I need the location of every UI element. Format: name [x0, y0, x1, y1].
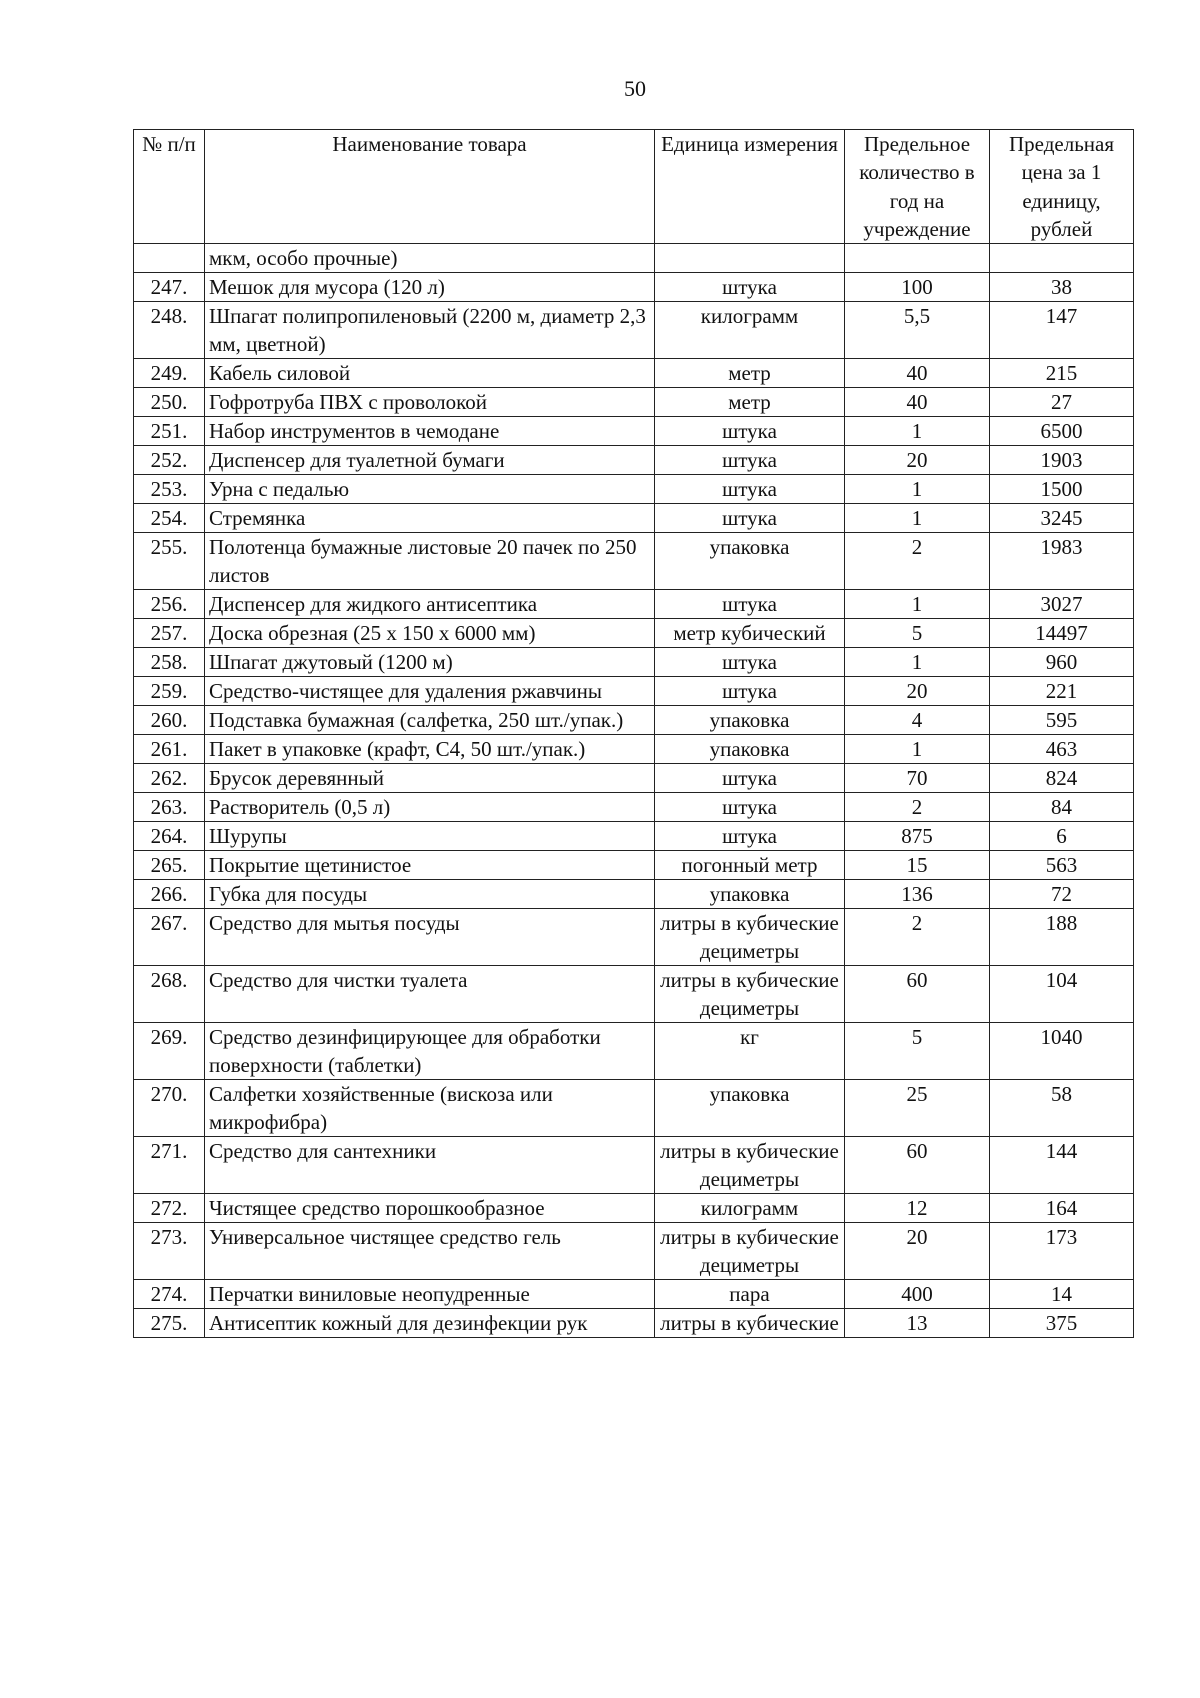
- table-body: [134, 244, 1134, 1338]
- price-cell: 14497: [990, 619, 1134, 648]
- quantity-cell: 1: [845, 504, 990, 533]
- item-name-cell: Подставка бумажная (салфетка, 250 шт./упак.): [205, 706, 655, 735]
- unit-cell: [655, 244, 845, 273]
- price-cell: 960: [990, 648, 1134, 677]
- unit-cell: упаковка: [655, 880, 845, 909]
- item-name-cell: Средство для чистки туалета: [205, 966, 655, 1023]
- quantity-cell: 2: [845, 909, 990, 966]
- row-number-cell: 253.: [134, 475, 205, 504]
- quantity-cell: 1: [845, 590, 990, 619]
- table-row: [134, 851, 1134, 880]
- row-number-cell: 273.: [134, 1223, 205, 1280]
- table-header-row: [134, 130, 1134, 244]
- price-cell: 215: [990, 359, 1134, 388]
- row-number-cell: 252.: [134, 446, 205, 475]
- quantity-cell: 40: [845, 388, 990, 417]
- item-name-cell: Набор инструментов в чемодане: [205, 417, 655, 446]
- table-row: [134, 909, 1134, 966]
- item-name-cell: Шпагат полипропиленовый (2200 м, диаметр 2,3 мм, цветной): [205, 302, 655, 359]
- table-row: [134, 388, 1134, 417]
- table-row: [134, 822, 1134, 851]
- item-name-cell: Антисептик кожный для дезинфекции рук: [205, 1309, 655, 1338]
- quantity-cell: 1: [845, 648, 990, 677]
- header-name: Наименование товара: [205, 130, 655, 244]
- header-unit: Единица измерения: [655, 130, 845, 244]
- row-number-cell: 264.: [134, 822, 205, 851]
- quantity-cell: 400: [845, 1280, 990, 1309]
- unit-cell: штука: [655, 446, 845, 475]
- table-row: [134, 446, 1134, 475]
- price-cell: 27: [990, 388, 1134, 417]
- item-name-cell: Кабель силовой: [205, 359, 655, 388]
- price-cell: 144: [990, 1137, 1134, 1194]
- price-cell: 375: [990, 1309, 1134, 1338]
- price-cell: 104: [990, 966, 1134, 1023]
- unit-cell: литры в кубические дециметры: [655, 1137, 845, 1194]
- table-row: [134, 1023, 1134, 1080]
- table-row: [134, 1280, 1134, 1309]
- row-number-cell: 262.: [134, 764, 205, 793]
- item-name-cell: Шпагат джутовый (1200 м): [205, 648, 655, 677]
- page-number: 50: [624, 76, 646, 101]
- item-name-cell: Средство для мытья посуды: [205, 909, 655, 966]
- table-row: [134, 764, 1134, 793]
- quantity-cell: 4: [845, 706, 990, 735]
- unit-cell: штука: [655, 677, 845, 706]
- table-row: [134, 244, 1134, 273]
- unit-cell: литры в кубические дециметры: [655, 1223, 845, 1280]
- item-name-cell: Диспенсер для жидкого антисептика: [205, 590, 655, 619]
- table-row: [134, 619, 1134, 648]
- row-number-cell: 275.: [134, 1309, 205, 1338]
- quantity-cell: 70: [845, 764, 990, 793]
- quantity-cell: 15: [845, 851, 990, 880]
- table-row: [134, 302, 1134, 359]
- unit-cell: штука: [655, 764, 845, 793]
- goods-table: [133, 129, 1134, 1338]
- table-row: [134, 880, 1134, 909]
- row-number-cell: 263.: [134, 793, 205, 822]
- item-name-cell: Губка для посуды: [205, 880, 655, 909]
- item-name-cell: Урна с педалью: [205, 475, 655, 504]
- unit-cell: штука: [655, 475, 845, 504]
- row-number-cell: 261.: [134, 735, 205, 764]
- row-number-cell: 249.: [134, 359, 205, 388]
- row-number-cell: 250.: [134, 388, 205, 417]
- table-row: [134, 359, 1134, 388]
- price-cell: 38: [990, 273, 1134, 302]
- header-qty: Предельное количество в год на учреждение: [845, 130, 990, 244]
- row-number-cell: 274.: [134, 1280, 205, 1309]
- item-name-cell: Пакет в упаковке (крафт, С4, 50 шт./упак.): [205, 735, 655, 764]
- unit-cell: метр: [655, 359, 845, 388]
- quantity-cell: 20: [845, 677, 990, 706]
- quantity-cell: 20: [845, 446, 990, 475]
- unit-cell: литры в кубические дециметры: [655, 909, 845, 966]
- table-row: [134, 1223, 1134, 1280]
- price-cell: 58: [990, 1080, 1134, 1137]
- quantity-cell: 136: [845, 880, 990, 909]
- item-name-cell: Растворитель (0,5 л): [205, 793, 655, 822]
- price-cell: 164: [990, 1194, 1134, 1223]
- item-name-cell: Полотенца бумажные листовые 20 пачек по 250 листов: [205, 533, 655, 590]
- row-number-cell: 259.: [134, 677, 205, 706]
- row-number-cell: 260.: [134, 706, 205, 735]
- quantity-cell: 40: [845, 359, 990, 388]
- item-name-cell: Мешок для мусора (120 л): [205, 273, 655, 302]
- table-row: [134, 273, 1134, 302]
- unit-cell: штука: [655, 793, 845, 822]
- item-name-cell: Доска обрезная (25 х 150 х 6000 мм): [205, 619, 655, 648]
- table-row: [134, 1137, 1134, 1194]
- quantity-cell: 60: [845, 1137, 990, 1194]
- unit-cell: штука: [655, 504, 845, 533]
- table-row: [134, 533, 1134, 590]
- item-name-cell: Средство-чистящее для удаления ржавчины: [205, 677, 655, 706]
- row-number-cell: 256.: [134, 590, 205, 619]
- price-cell: 595: [990, 706, 1134, 735]
- row-number-cell: 271.: [134, 1137, 205, 1194]
- price-cell: 6: [990, 822, 1134, 851]
- quantity-cell: 1: [845, 735, 990, 764]
- table-row: [134, 1080, 1134, 1137]
- header-price: Предельная цена за 1 единицу, рублей: [990, 130, 1134, 244]
- price-cell: 14: [990, 1280, 1134, 1309]
- row-number-cell: 266.: [134, 880, 205, 909]
- quantity-cell: 2: [845, 793, 990, 822]
- unit-cell: штука: [655, 417, 845, 446]
- unit-cell: упаковка: [655, 735, 845, 764]
- price-cell: [990, 244, 1134, 273]
- table-row: [134, 504, 1134, 533]
- price-cell: 3027: [990, 590, 1134, 619]
- row-number-cell: 269.: [134, 1023, 205, 1080]
- item-name-cell: мкм, особо прочные): [205, 244, 655, 273]
- quantity-cell: 1: [845, 475, 990, 504]
- row-number-cell: 255.: [134, 533, 205, 590]
- header-num: № п/п: [134, 130, 205, 244]
- row-number-cell: 254.: [134, 504, 205, 533]
- item-name-cell: Стремянка: [205, 504, 655, 533]
- quantity-cell: [845, 244, 990, 273]
- price-cell: 463: [990, 735, 1134, 764]
- unit-cell: штука: [655, 648, 845, 677]
- row-number-cell: [134, 244, 205, 273]
- table-row: [134, 1194, 1134, 1223]
- quantity-cell: 12: [845, 1194, 990, 1223]
- price-cell: 84: [990, 793, 1134, 822]
- item-name-cell: Универсальное чистящее средство гель: [205, 1223, 655, 1280]
- item-name-cell: Перчатки виниловые неопудренные: [205, 1280, 655, 1309]
- row-number-cell: 267.: [134, 909, 205, 966]
- item-name-cell: Салфетки хозяйственные (вискоза или микрофибра): [205, 1080, 655, 1137]
- price-cell: 563: [990, 851, 1134, 880]
- quantity-cell: 2: [845, 533, 990, 590]
- unit-cell: упаковка: [655, 533, 845, 590]
- unit-cell: килограмм: [655, 1194, 845, 1223]
- item-name-cell: Средство для сантехники: [205, 1137, 655, 1194]
- quantity-cell: 5: [845, 619, 990, 648]
- price-cell: 1040: [990, 1023, 1134, 1080]
- unit-cell: штука: [655, 273, 845, 302]
- quantity-cell: 5,5: [845, 302, 990, 359]
- row-number-cell: 270.: [134, 1080, 205, 1137]
- price-cell: 1983: [990, 533, 1134, 590]
- table-row: [134, 417, 1134, 446]
- unit-cell: упаковка: [655, 706, 845, 735]
- item-name-cell: Средство дезинфицирующее для обработки поверхности (таблетки): [205, 1023, 655, 1080]
- row-number-cell: 272.: [134, 1194, 205, 1223]
- table-row: [134, 677, 1134, 706]
- table-row: [134, 475, 1134, 504]
- price-cell: 72: [990, 880, 1134, 909]
- price-cell: 173: [990, 1223, 1134, 1280]
- price-cell: 1903: [990, 446, 1134, 475]
- quantity-cell: 13: [845, 1309, 990, 1338]
- item-name-cell: Диспенсер для туалетной бумаги: [205, 446, 655, 475]
- quantity-cell: 1: [845, 417, 990, 446]
- item-name-cell: Шурупы: [205, 822, 655, 851]
- row-number-cell: 247.: [134, 273, 205, 302]
- unit-cell: пара: [655, 1280, 845, 1309]
- table-row: [134, 793, 1134, 822]
- table-row: [134, 966, 1134, 1023]
- table-row: [134, 706, 1134, 735]
- quantity-cell: 100: [845, 273, 990, 302]
- quantity-cell: 20: [845, 1223, 990, 1280]
- unit-cell: упаковка: [655, 1080, 845, 1137]
- price-cell: 3245: [990, 504, 1134, 533]
- unit-cell: литры в кубические дециметры: [655, 966, 845, 1023]
- quantity-cell: 25: [845, 1080, 990, 1137]
- price-cell: 6500: [990, 417, 1134, 446]
- unit-cell: метр: [655, 388, 845, 417]
- quantity-cell: 5: [845, 1023, 990, 1080]
- unit-cell: литры в кубические: [655, 1309, 845, 1338]
- item-name-cell: Чистящее средство порошкообразное: [205, 1194, 655, 1223]
- row-number-cell: 257.: [134, 619, 205, 648]
- item-name-cell: Покрытие щетинистое: [205, 851, 655, 880]
- unit-cell: кг: [655, 1023, 845, 1080]
- price-cell: 147: [990, 302, 1134, 359]
- price-cell: 1500: [990, 475, 1134, 504]
- row-number-cell: 265.: [134, 851, 205, 880]
- quantity-cell: 60: [845, 966, 990, 1023]
- unit-cell: штука: [655, 822, 845, 851]
- item-name-cell: Брусок деревянный: [205, 764, 655, 793]
- unit-cell: метр кубический: [655, 619, 845, 648]
- table-row: [134, 735, 1134, 764]
- unit-cell: килограмм: [655, 302, 845, 359]
- item-name-cell: Гофротруба ПВХ с проволокой: [205, 388, 655, 417]
- table-row: [134, 648, 1134, 677]
- quantity-cell: 875: [845, 822, 990, 851]
- table-row: [134, 590, 1134, 619]
- row-number-cell: 248.: [134, 302, 205, 359]
- row-number-cell: 258.: [134, 648, 205, 677]
- row-number-cell: 251.: [134, 417, 205, 446]
- price-cell: 221: [990, 677, 1134, 706]
- price-cell: 188: [990, 909, 1134, 966]
- table-row: [134, 1309, 1134, 1338]
- price-cell: 824: [990, 764, 1134, 793]
- unit-cell: штука: [655, 590, 845, 619]
- row-number-cell: 268.: [134, 966, 205, 1023]
- unit-cell: погонный метр: [655, 851, 845, 880]
